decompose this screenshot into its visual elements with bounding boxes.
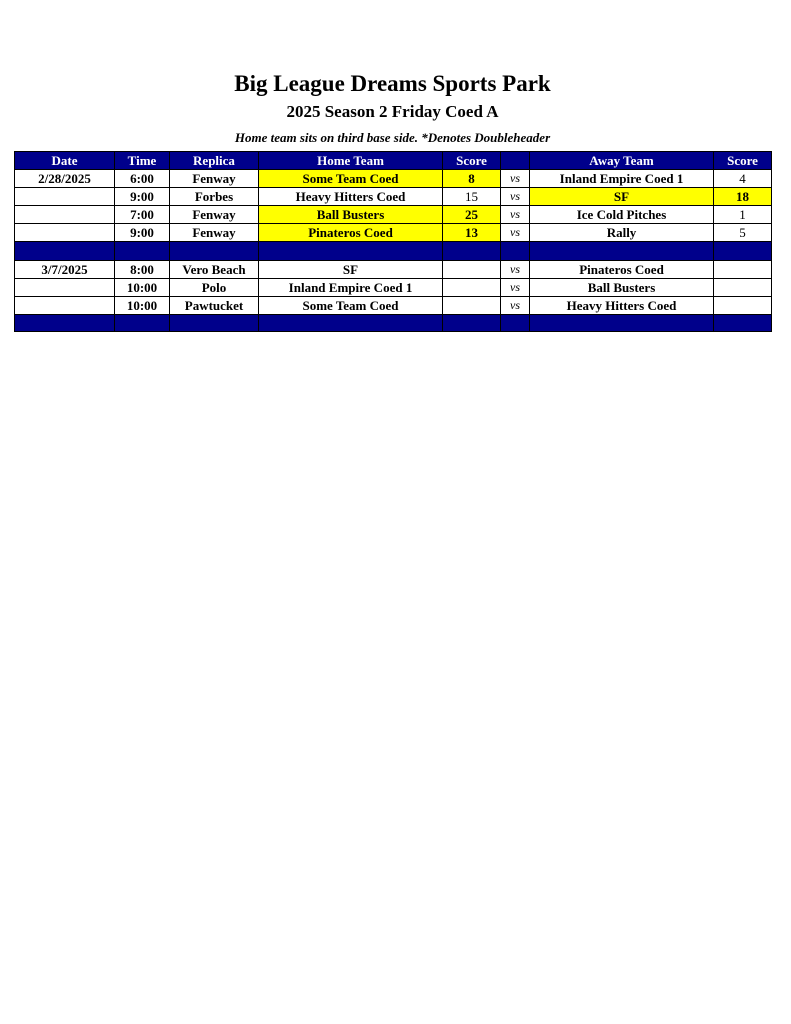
- vs-cell: vs: [501, 170, 530, 188]
- separator-cell: [530, 315, 714, 332]
- replica-cell: Forbes: [170, 188, 259, 206]
- away-score-cell: 5: [714, 224, 772, 242]
- away-score-cell: 18: [714, 188, 772, 206]
- replica-cell: Vero Beach: [170, 261, 259, 279]
- game-row: [15, 279, 772, 297]
- time-cell: 7:00: [115, 206, 170, 224]
- away-team-cell: SF: [530, 188, 714, 206]
- separator-cell: [15, 315, 115, 332]
- home-team-cell: Inland Empire Coed 1: [259, 279, 443, 297]
- game-row: [15, 261, 772, 279]
- time-cell: 10:00: [115, 297, 170, 315]
- game-row: [15, 224, 772, 242]
- separator-cell: [443, 242, 501, 261]
- time-cell: 8:00: [115, 261, 170, 279]
- schedule-note: Home team sits on third base side. *Denotes Doubleheader: [234, 130, 551, 145]
- date-cell: [15, 224, 115, 242]
- date-cell: [15, 206, 115, 224]
- away-team-cell: Ball Busters: [530, 279, 714, 297]
- home-team-cell: Some Team Coed: [259, 297, 443, 315]
- away-team-cell: Rally: [530, 224, 714, 242]
- vs-cell: vs: [501, 261, 530, 279]
- home-score-cell: 15: [443, 188, 501, 206]
- away-score-cell: 1: [714, 206, 772, 224]
- col-header-vs: [501, 152, 530, 170]
- col-header-date: Date: [15, 152, 115, 170]
- home-score-cell: [443, 297, 501, 315]
- away-score-cell: [714, 297, 772, 315]
- home-score-cell: 8: [443, 170, 501, 188]
- away-score-cell: [714, 279, 772, 297]
- col-header-away-team: Away Team: [530, 152, 714, 170]
- separator-cell: [501, 315, 530, 332]
- home-score-cell: [443, 279, 501, 297]
- vs-cell: vs: [501, 279, 530, 297]
- separator-cell: [115, 242, 170, 261]
- home-score-cell: 13: [443, 224, 501, 242]
- separator-cell: [170, 242, 259, 261]
- time-cell: 6:00: [115, 170, 170, 188]
- col-header-time: Time: [115, 152, 170, 170]
- game-row: [15, 297, 772, 315]
- date-cell: [15, 279, 115, 297]
- page-subtitle: 2025 Season 2 Friday Coed A: [286, 102, 499, 121]
- replica-cell: Fenway: [170, 206, 259, 224]
- separator-cell: [714, 242, 772, 261]
- replica-cell: Pawtucket: [170, 297, 259, 315]
- game-row: [15, 206, 772, 224]
- separator-row: [15, 315, 772, 332]
- away-team-cell: Inland Empire Coed 1: [530, 170, 714, 188]
- game-row: [15, 188, 772, 206]
- date-cell: [15, 188, 115, 206]
- separator-cell: [443, 315, 501, 332]
- separator-cell: [530, 242, 714, 261]
- table-header-row: [15, 152, 772, 170]
- date-cell: 2/28/2025: [15, 170, 115, 188]
- home-team-cell: Ball Busters: [259, 206, 443, 224]
- away-team-cell: Heavy Hitters Coed: [530, 297, 714, 315]
- home-team-cell: Heavy Hitters Coed: [259, 188, 443, 206]
- vs-cell: vs: [501, 206, 530, 224]
- separator-cell: [170, 315, 259, 332]
- game-row: [15, 170, 772, 188]
- vs-cell: vs: [501, 297, 530, 315]
- replica-cell: Fenway: [170, 170, 259, 188]
- away-score-cell: [714, 261, 772, 279]
- date-cell: [15, 297, 115, 315]
- col-header-away-score: Score: [714, 152, 772, 170]
- separator-cell: [714, 315, 772, 332]
- home-team-cell: SF: [259, 261, 443, 279]
- home-team-cell: Pinateros Coed: [259, 224, 443, 242]
- separator-row: [15, 242, 772, 261]
- separator-cell: [15, 242, 115, 261]
- vs-cell: vs: [501, 188, 530, 206]
- separator-cell: [115, 315, 170, 332]
- separator-cell: [259, 242, 443, 261]
- home-score-cell: 25: [443, 206, 501, 224]
- time-cell: 10:00: [115, 279, 170, 297]
- col-header-home-team: Home Team: [259, 152, 443, 170]
- vs-cell: vs: [501, 224, 530, 242]
- date-cell: 3/7/2025: [15, 261, 115, 279]
- time-cell: 9:00: [115, 188, 170, 206]
- col-header-home-score: Score: [443, 152, 501, 170]
- schedule-table: [14, 151, 772, 332]
- away-team-cell: Pinateros Coed: [530, 261, 714, 279]
- replica-cell: Fenway: [170, 224, 259, 242]
- replica-cell: Polo: [170, 279, 259, 297]
- separator-cell: [501, 242, 530, 261]
- home-team-cell: Some Team Coed: [259, 170, 443, 188]
- away-team-cell: Ice Cold Pitches: [530, 206, 714, 224]
- time-cell: 9:00: [115, 224, 170, 242]
- away-score-cell: 4: [714, 170, 772, 188]
- home-score-cell: [443, 261, 501, 279]
- page-title: Big League Dreams Sports Park: [234, 71, 551, 96]
- separator-cell: [259, 315, 443, 332]
- col-header-replica: Replica: [170, 152, 259, 170]
